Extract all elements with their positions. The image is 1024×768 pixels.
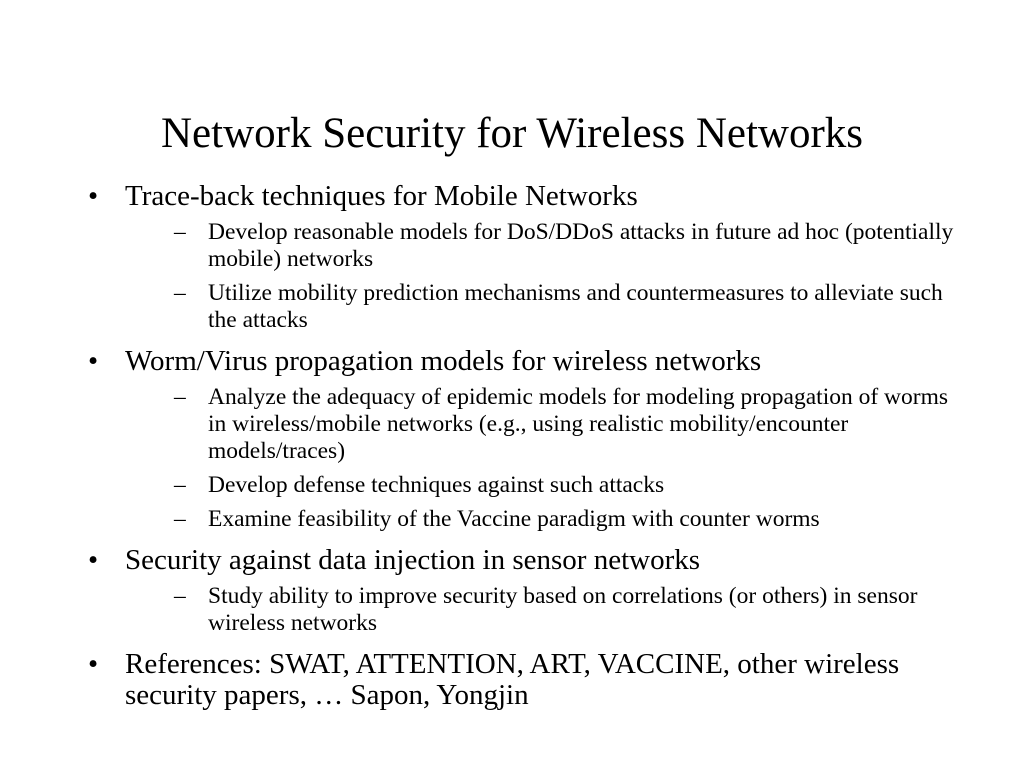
sub-bullet-text: Analyze the adequacy of epidemic models for modeling propagation of worms in wireless/mobile networks (e.g., using realistic mobility/encounter models/traces) xyxy=(208,384,949,464)
dash-icon: – xyxy=(174,506,186,532)
sub-bullet-text: Examine feasibility of the Vaccine paradigm with counter worms xyxy=(208,506,820,532)
bullet-item xyxy=(88,649,968,711)
bullet-icon: • xyxy=(88,648,99,680)
sub-bullet-item xyxy=(125,219,968,273)
sub-bullet-text: Develop reasonable models for DoS/DDoS attacks in future ad hoc (potentially mobile) networks xyxy=(208,219,954,272)
slide-body xyxy=(88,181,968,711)
bullet-text: References: SWAT, ATTENTION, ART, VACCINE, other wireless security papers, … Sapon, Yongjin xyxy=(125,648,900,711)
dash-icon: – xyxy=(174,280,186,306)
bullet-item xyxy=(88,346,968,533)
sub-bullet-item xyxy=(125,384,968,465)
dash-icon: – xyxy=(174,384,186,410)
dash-icon: – xyxy=(174,219,186,245)
bullet-text: Security against data injection in sensor networks xyxy=(125,544,701,576)
bullet-text: Trace-back techniques for Mobile Networks xyxy=(125,180,638,212)
bullet-item xyxy=(88,181,968,334)
sub-bullet-text: Develop defense techniques against such attacks xyxy=(208,472,665,498)
sub-bullet-item xyxy=(125,472,968,499)
dash-icon: – xyxy=(174,472,186,498)
bullet-icon: • xyxy=(88,544,99,576)
sub-bullet-list xyxy=(125,219,968,334)
sub-bullet-text: Utilize mobility prediction mechanisms and countermeasures to alleviate such the attacks xyxy=(208,280,943,333)
bullet-text: Worm/Virus propagation models for wireless networks xyxy=(125,345,762,377)
sub-bullet-item xyxy=(125,280,968,334)
sub-bullet-item xyxy=(125,506,968,533)
bullet-icon: • xyxy=(88,180,99,212)
bullet-icon: • xyxy=(88,345,99,377)
sub-bullet-text: Study ability to improve security based on correlations (or others) in sensor wireless networks xyxy=(208,583,918,636)
slide-title: Network Security for Wireless Networks xyxy=(160,110,864,157)
sub-bullet-item xyxy=(125,583,968,637)
bullet-item xyxy=(88,545,968,637)
sub-bullet-list xyxy=(125,583,968,637)
sub-bullet-list xyxy=(125,384,968,533)
dash-icon: – xyxy=(174,583,186,609)
